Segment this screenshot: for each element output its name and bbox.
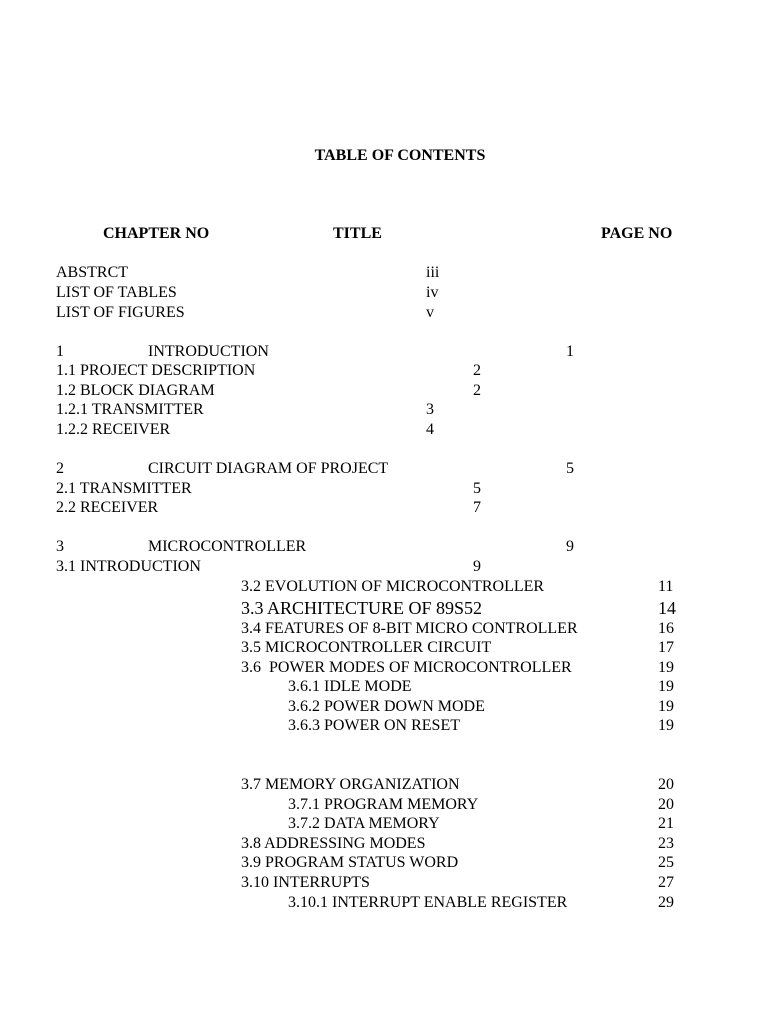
toc-entry: 3.6.3 POWER ON RESET — [288, 717, 460, 734]
toc-entry: 3.7.1 PROGRAM MEMORY — [288, 796, 479, 813]
toc-entry: 2.1 TRANSMITTER — [56, 480, 192, 497]
toc-page-number: 20 — [658, 776, 674, 793]
toc-page-list-of-figures: v — [426, 304, 434, 321]
chapter-1-title: INTRODUCTION — [148, 343, 269, 360]
toc-page-number: 3 — [426, 401, 434, 418]
toc-page-abstract: iii — [426, 264, 440, 281]
toc-entry: 3.9 PROGRAM STATUS WORD — [241, 854, 459, 871]
chapter-1-number: 1 — [56, 343, 64, 360]
toc-page-list-of-tables: iv — [426, 284, 439, 301]
toc-page-number: 20 — [658, 796, 674, 813]
chapter-2-title: CIRCUIT DIAGRAM OF PROJECT — [148, 460, 389, 477]
chapter-2-page: 5 — [566, 460, 574, 477]
chapter-3-title: MICROCONTROLLER — [148, 538, 307, 555]
toc-entry: 3.6.2 POWER DOWN MODE — [288, 698, 485, 715]
toc-entry: 1.2.2 RECEIVER — [56, 421, 171, 438]
toc-entry: 2.2 RECEIVER — [56, 499, 159, 516]
toc-page-number: 7 — [473, 499, 481, 516]
toc-page-number: 29 — [658, 894, 674, 911]
toc-page-number: 21 — [658, 815, 674, 832]
toc-page-number: 5 — [473, 480, 481, 497]
toc-entry-abstract: ABSTRCT — [56, 264, 129, 281]
toc-entry: 3.7.2 DATA MEMORY — [288, 815, 440, 832]
toc-entry: 3.5 MICROCONTROLLER CIRCUIT — [241, 639, 492, 656]
toc-entry: 3.2 EVOLUTION OF MICROCONTROLLER — [241, 578, 545, 595]
toc-entry: 3.4 FEATURES OF 8-BIT MICRO CONTROLLER — [241, 620, 578, 637]
toc-page-number: 2 — [473, 362, 481, 379]
toc-entry: 3.10 INTERRUPTS — [241, 874, 370, 891]
toc-page-number: 11 — [658, 578, 674, 595]
toc-entry: 3.8 ADDRESSING MODES — [241, 835, 426, 852]
header-page-no: PAGE NO — [601, 225, 673, 242]
toc-entry: 3.6 POWER MODES OF MICROCONTROLLER — [241, 659, 572, 676]
header-title: TITLE — [333, 225, 382, 242]
toc-entry: 1.1 PROJECT DESCRIPTION — [56, 362, 256, 379]
toc-entry: 3.3 ARCHITECTURE OF 89S52 — [241, 598, 483, 618]
toc-page-number: 14 — [658, 598, 676, 618]
toc-entry: 1.2 BLOCK DIAGRAM — [56, 382, 215, 399]
toc-page-number: 16 — [658, 620, 674, 637]
toc-page-number: 27 — [658, 874, 674, 891]
toc-entry: 1.2.1 TRANSMITTER — [56, 401, 204, 418]
chapter-3-number: 3 — [56, 538, 64, 555]
chapter-2-number: 2 — [56, 460, 64, 477]
toc-page-number: 9 — [473, 558, 481, 575]
toc-page-number: 2 — [473, 382, 481, 399]
toc-page-number: 25 — [658, 854, 674, 871]
chapter-1-page: 1 — [566, 343, 574, 360]
toc-page-number: 19 — [658, 717, 674, 734]
page-title: TABLE OF CONTENTS — [314, 147, 486, 164]
toc-entry: 3.7 MEMORY ORGANIZATION — [241, 776, 460, 793]
toc-page-number: 17 — [658, 639, 674, 656]
header-chapter-no: CHAPTER NO — [103, 225, 210, 242]
toc-entry-list-of-tables: LIST OF TABLES — [56, 284, 177, 301]
toc-entry: 3.1 INTRODUCTION — [56, 558, 201, 575]
toc-page-number: 19 — [658, 678, 674, 695]
toc-entry-list-of-figures: LIST OF FIGURES — [56, 304, 185, 321]
toc-page-number: 23 — [658, 835, 674, 852]
toc-entry: 3.10.1 INTERRUPT ENABLE REGISTER — [288, 894, 568, 911]
toc-entry: 3.6.1 IDLE MODE — [288, 678, 412, 695]
chapter-3-page: 9 — [566, 538, 574, 555]
toc-page-number: 19 — [658, 659, 674, 676]
toc-page-number: 19 — [658, 698, 674, 715]
toc-page-number: 4 — [426, 421, 434, 438]
